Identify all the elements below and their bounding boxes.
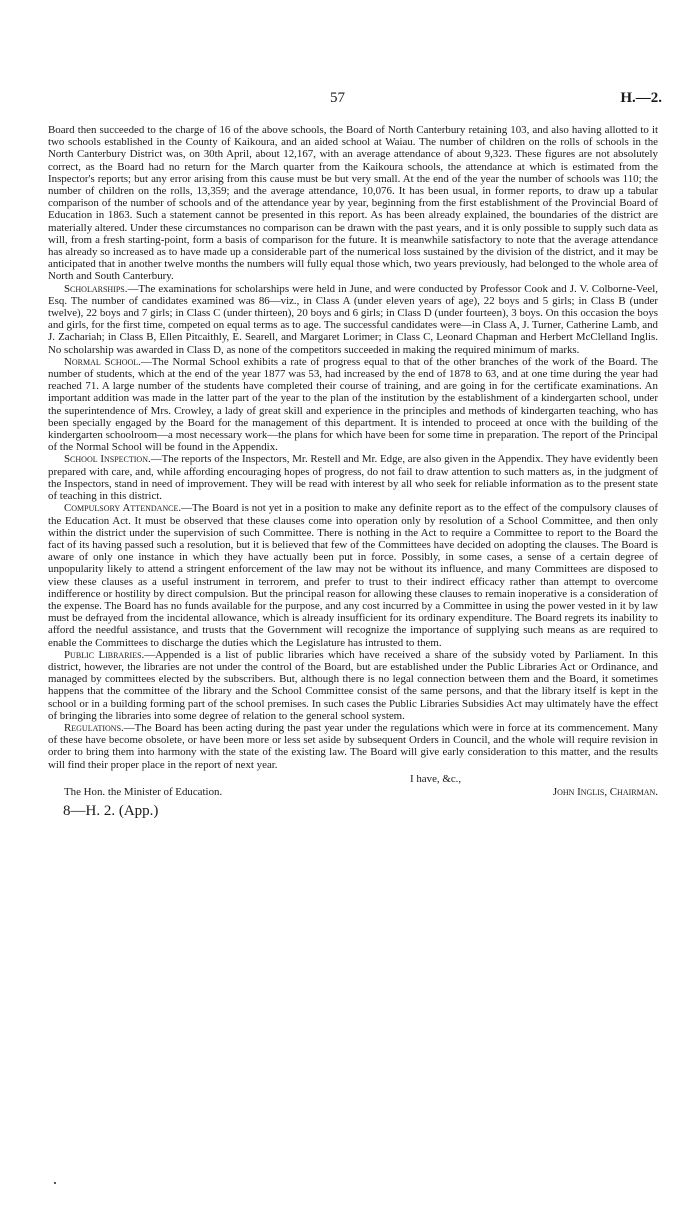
paragraph-regulations: Regulations.—The Board has been acting during the past year under the regulations which were in force at its commencement. Many of these have become obsolete, or have been more or less set aside by subsequent Orders in Council, and the whole will require revision in order to bring them into harmony with the state of the existing law. The Board will give early consideration to this matter, and the results will find their proper place in the report of next year. xyxy=(48,721,658,771)
paragraph-normal-school: Normal School.—The Normal School exhibits a rate of progress equal to that of the other branches of the work of the Board. The number of students, which at the end of the year 1877 was 53, had increased by the end of 1878 to 63, and at one time during the year had reached 71. A large number of the students have completed their course of training, and are going in for the certificate examinations. An important addition was made in the latter part of the year to the plan of the institution by the establishment of a kindergarten school, under the superintendence of Mrs. Crowley, a lady of great skill and experience in the principles and methods of kindergarten teaching, who has been specially engaged by the Board for the management of this department. It is intended to proceed at once with the building of the kindergarten schoolroom—a most necessary work—the plans for which have been for some time in preparation. The report of the Principal of the Normal School will be found in the Appendix. xyxy=(48,355,658,454)
section-heading: Normal School. xyxy=(64,355,141,368)
paragraph-scholarships: Scholarships.—The examinations for scholarships were held in June, and were conducted by Professor Cook and J. V. Colborne-Veel, Esq. The number of candidates examined was 86—viz., in Class A (under eleven years of age), 22 boys and 5 girls; in Class B (under twelve), 22 boys and 7 girls; in Class C (under thirteen), 20 boys and 6 girls; in Class D (under fourteen), 3 boys. On this occasion the boys and girls, for the first time, competed on equal terms as to age. The successful candidates were—in Class A, J. Turner, Catherine Lamb, and J. Zachariah; in Class B, Ellen Pitcaithly, E. Searell, and Margaret Lorimer; in Class C, Leonard Chapman and Herbert McClelland Inglis. No scholarship was awarded in Class D, as none of the competitors succeeded in making the required minimum of marks. xyxy=(48,282,658,356)
document-reference: H.—2. xyxy=(620,90,662,106)
paragraph-public-libraries: Public Libraries.—Appended is a list of public libraries which have received a share of the subsidy voted by Parliament. In this district, however, the libraries are not under the control of the Board, but are established under the Public Libraries Act or Ordinance, and managed by committees elected by the subscribers. But, although there is no legal connection between them and the Board, it sometimes happens that the committee of the library and the School Committee consist of the same persons, and that the library itself is kept in the school or in a building forming part of the school premises. In such cases the Public Libraries Subsidies Act may ultimately have the effect of bringing the libraries into some degree of relation to the general school system. xyxy=(48,648,658,722)
section-heading: Regulations. xyxy=(64,721,124,734)
paragraph-compulsory-attendance: Compulsory Attendance.—The Board is not yet in a position to make any definite report as to the effect of the compulsory clauses of the Education Act. It must be observed that these clauses come into operation only by resolution of a School Committee, and then only within the district under the supervision of such Committee. There is nothing in the Act to require a Committee to report to the Board the fact of its having passed such a resolution, but it is believed that few of the Committees have decided on adopting the clauses. The Board is aware of only one instance in which they have actually been put in force. Possibly, in some cases, a sense of a certain degree of unpopularity likely to attend a stringent enforcement of the law may not be without its influence, and many Committees are disposed to view these clauses as a useful instrument in terrorem, and prefer to trust to their indirect efficacy rather than attempt to overcome indifference or hostility by direct compulsion. But the principal reason for allowing these clauses to remain inoperative is a consideration of the expense. The Board has no funds available for the purpose, and any cost incurred by a Committee in using the power vested in it by law must be defrayed from the incidental allowance, which is already insufficient for its ordinary expenditure. The Board regrets its inability to afford the needful assistance, and trusts that the Government will recognize the importance of supplying such means as are required to enable the Committees to discharge the duties which the Legislature has intrusted to them. xyxy=(48,502,659,649)
page-speck xyxy=(54,1182,56,1184)
section-heading: School Inspection. xyxy=(64,453,151,466)
page-number: 57 xyxy=(330,90,345,106)
section-heading: Public Libraries. xyxy=(64,648,145,661)
body-text xyxy=(48,124,658,771)
section-heading: Scholarships. xyxy=(64,282,128,295)
closing-recipient: The Hon. the Minister of Education. xyxy=(64,786,223,798)
paragraph-school-inspection: School Inspection.—The reports of the Inspectors, Mr. Restell and Mr. Edge, are also given in the Appendix. They have evidently been prepared with care, and, while affording encouraging hopes of progress, do not fail to draw attention to such matters as, in the judgment of the Inspectors, stand in need of improvement. They will be read with interest by all who seek for reliable information as to the present state of teaching in this district. xyxy=(48,453,659,503)
page-header xyxy=(0,90,700,114)
closing-signatory: John Inglis, Chairman. xyxy=(552,786,658,798)
appendix-reference: 8—H. 2. (App.) xyxy=(63,803,159,819)
closing-greeting: I have, &c., xyxy=(410,773,462,785)
paragraph-opening: Board then succeeded to the charge of 16 of the above schools, the Board of North Canterbury retaining 103, and also having allotted to it two schools established in the County of Kaikoura, and an aided school at Waiau. The number of children on the rolls of schools in the North Canterbury District was, on 30th April, about 12,167, with an average attendance of about 9,323. These figures are not absolutely correct, as the Board had no return for the March quarter from the Kaikoura schools, the attendance at which is estimated from the Inspector's reports; but any error arising from this cause must be but very small. At the end of the year the number of schools was 110; the number of children on the rolls, 13,359; and the average attendance, 10,076. It has been usual, in former reports, to draw up a tabular comparison of the number of schools and of the attendance year by year, beginning from the first establishment of the Provincial Board of Education in 1863. Such a statement cannot be presented in this report. As has been already explained, the boundaries of the district are materially altered. Under these circumstances no comparison can be drawn with the past years, and it is only possible to supply such data as will, from a fresh starting-point, form a basis of comparison for the future. It is meanwhile satisfactory to note that the average attendance has already so increased as to have made up a considerable part of the numerical loss sustained by the division of the district, and it may be anticipated that in another twelve months the numbers will fully equal those which, two years previously, had belonged to the whole area of North and South Canterbury. xyxy=(48,124,658,283)
section-heading: Compulsory Attendance. xyxy=(64,502,182,515)
